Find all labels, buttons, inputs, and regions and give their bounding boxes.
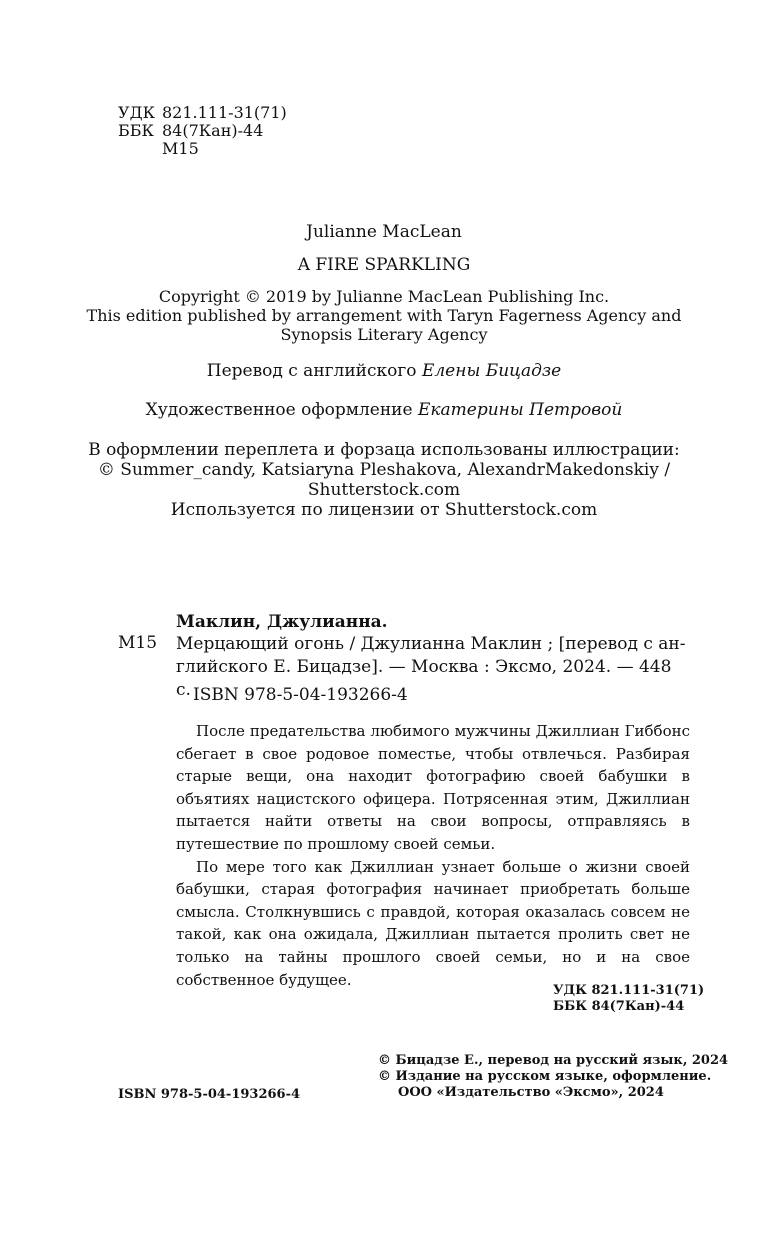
bib-isbn: ISBN 978-5-04-193266-4 [193,685,408,705]
annotation-paragraph: По мере того как Джиллиан узнает больше о жизни своей бабушки, старая фотография начинает приобретать больше смысла. Столкнувшись с правдой, которая оказалась совсем не такой, как она ожидала, Джиллиан пытается пролить свет не только на тайны прошлого своей семьи, но и на свое собственное будущее. [176,857,690,989]
designer-name: Екатерины Петровой [417,400,623,420]
footer-classification [553,983,704,1015]
author-mark: М15 [162,139,199,158]
bib-desc-line: Мерцающий огонь / Джулианна Маклин ; [перевод с ан- [176,634,686,654]
illustration-line: Shutterstock.com [307,480,461,500]
bib-author: Маклин, Джулианна. [176,612,388,632]
copyright-line: Synopsis Literary Agency [280,325,488,344]
footer-isbn: ISBN 978-5-04-193266-4 [118,1087,301,1102]
original-copyright [0,287,768,344]
classification-block [118,104,287,158]
translation-prefix: Перевод с английского [206,361,422,381]
footer-udk: УДК 821.111-31(71) [553,983,705,998]
copyright-line: This edition published by arrangement with Taryn Fagerness Agency and [86,306,682,325]
illustration-line: В оформлении переплета и форзаца использованы иллюстрации: [88,440,680,460]
translation-credit [0,361,768,381]
original-author: Julianne MacLean [306,222,462,242]
footer-copyright-line: © Издание на русском языке, оформление. [378,1069,712,1084]
copyright-line: Copyright © 2019 by Julianne MacLean Publishing Inc. [158,287,610,306]
original-title: A FIRE SPARKLING [297,255,471,275]
footer-copyright-line: © Бицадзе Е., перевод на русский язык, 2024 [378,1053,729,1068]
bbk-value: 84(7Кан)-44 [162,121,264,140]
bib-desc-line: глийского Е. Бицадзе]. — Москва : Эксмо, 2024. — 448 с. [176,657,672,700]
illustration-line: © Summer_candy, Katsiaryna Pleshakova, AlexandrMakedonskiy / [97,460,671,480]
translator-name: Елены Бицадзе [421,361,562,381]
footer-copyright-line: ООО «Издательство «Эксмо», 2024 [398,1085,664,1100]
design-credit [0,400,768,420]
annotation-paragraph: После предательства любимого мужчины Джиллиан Гиббонс сбегает в свое родовое поместье, чтобы отвлечься. Разбирая старые вещи, она находит фотографию своей бабушки в объятиях нацистского офицера. Потрясенная этим, Джиллиан пытается найти ответы на свои вопросы, отправляясь в путешествие по прошлому своей семьи. [176,722,690,853]
illustration-line: Используется по лицензии от Shutterstock.com [170,500,598,520]
footer-bbk: ББК 84(7Кан)-44 [553,999,685,1014]
bib-code: М15 [118,633,158,653]
footer-copyright [378,1053,728,1101]
design-prefix: Художественное оформление [145,400,418,420]
udk-value: 821.111-31(71) [162,103,287,122]
illustration-credit [0,440,768,520]
annotation [176,720,690,991]
bbk-label: ББК [118,121,154,140]
udk-label: УДК [118,103,155,122]
